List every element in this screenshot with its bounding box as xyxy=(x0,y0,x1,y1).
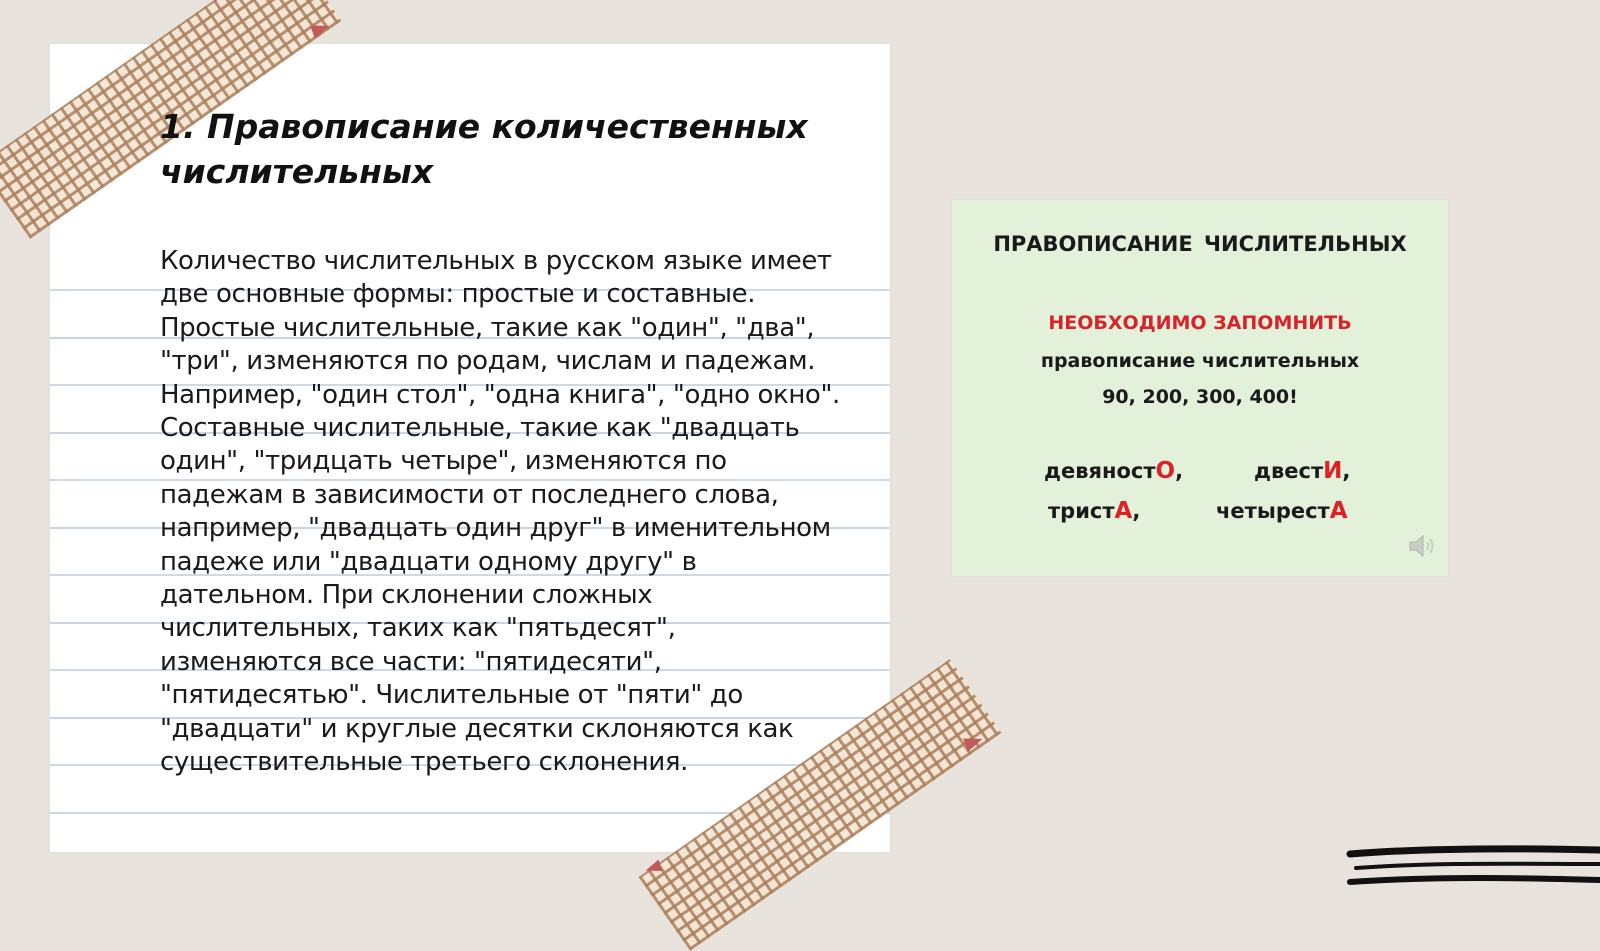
speaker-icon[interactable] xyxy=(1408,534,1436,558)
slide-title: 1. Правописание количественных числительных xyxy=(160,107,808,191)
example-word-300: тристА, xyxy=(1048,498,1141,524)
example-word-90: девяностО, xyxy=(1044,458,1184,484)
info-card xyxy=(952,200,1448,576)
example-word-400: четырестА xyxy=(1216,498,1348,524)
decorative-brush-strokes xyxy=(1346,840,1600,890)
card-numbers: 90, 200, 300, 400! xyxy=(1102,386,1298,408)
card-note: НЕОБХОДИМО ЗАПОМНИТЬ xyxy=(1048,312,1352,334)
card-line: правописание числительных xyxy=(1040,350,1360,372)
example-word-200: двестИ, xyxy=(1254,458,1351,484)
card-title: ПРАВОПИСАНИЕ ЧИСЛИТЕЛЬНЫХ xyxy=(993,232,1407,256)
slide-body-text: Количество числительных в русском языке имеет две основные формы: простые и составные. Простые числительные, такие как "один", "два", "три", изменяются по родам, числам и падежам. Например, "один стол", "одна книга", "одно окно". Составные числительные, такие как "двадцать один", "тридцать четыре", изменяются по падежам в зависимости от последнего слова, например, "двадцать один друг" в именительном падеже или "двадцати одному другу" в дательном. При склонении сложных числительных, таких как "пятьдесят", изменяются все части: "пятидесяти", "пятидесятью". Числительные от "пяти" до "двадцати" и круглые десятки склоняются как существительные третьего склонения. xyxy=(160,246,840,778)
